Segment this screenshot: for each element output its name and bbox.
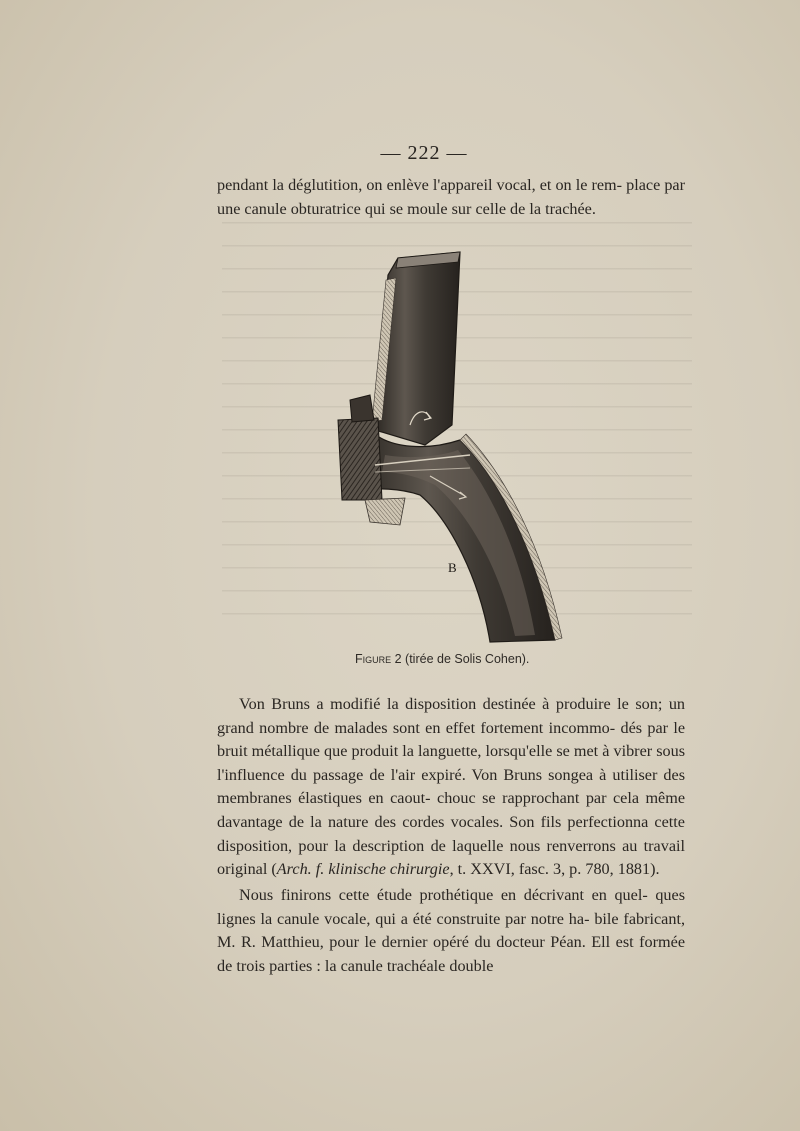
text-line: un grand nombre de malades sont en effet fortement incommo-: [217, 695, 686, 737]
text-line: dés par le bruit métallique que produit la languette, lorsqu'elle: [217, 718, 686, 761]
text-line: cordes vocales. Son fils perfectionna cette disposition, pour: [217, 812, 685, 855]
text-line: Von Bruns a modifié la disposition destinée à produire le son;: [239, 695, 663, 713]
citation-open: (: [271, 860, 277, 879]
figure-label-letter: B: [448, 560, 457, 575]
paragraph-conclusion: [217, 884, 685, 978]
text-line: Von Bruns songea à utiliser des membranes élastiques en caout-: [217, 765, 685, 808]
tracheal-cannula-engraving: [330, 250, 570, 650]
paragraph-text: [217, 884, 685, 978]
caption-text: 2 (tirée de Solis Cohen).: [391, 652, 530, 666]
text-line: place par une canule obturatrice qui se moule sur celle de la: [217, 176, 685, 218]
text-line: Nous finirons cette étude prothétique en décrivant en quel-: [239, 886, 648, 904]
text-line: chouc se rapprochant par cela même davantage de la nature des: [217, 789, 686, 831]
paragraph-von-bruns: [217, 693, 685, 882]
paragraph-text: [217, 693, 685, 882]
text-line: trachée.: [545, 199, 596, 218]
figure-illustration: [330, 250, 570, 650]
caption-prefix: Figure: [355, 652, 392, 666]
text-line: bile fabricant, M. R. Matthieu, pour le dernier opéré du docteur: [217, 909, 685, 952]
text-line: Péan. Ell est formée de trois parties : la canule trachéale double: [217, 933, 685, 975]
text-line: ques lignes la canule vocale, qui a été construite par notre ha-: [217, 886, 685, 928]
page-number: — 222 —: [380, 142, 468, 164]
text-line: se met à vibrer sous l'influence du passage de l'air expiré.: [217, 742, 686, 784]
text-line: pendant la déglutition, on enlève l'appareil vocal, et on le rem-: [217, 176, 623, 194]
paragraph-text: [217, 174, 685, 221]
figure-caption: [355, 652, 529, 666]
opening-paragraph: [217, 174, 685, 221]
text-line: la description de laquelle nous renverrons au travail original: [217, 836, 685, 879]
citation-journal: Arch. f. klinische chirurgie: [276, 860, 450, 879]
citation-details: , t. XXVI, fasc. 3, p. 780, 1881).: [449, 860, 660, 879]
